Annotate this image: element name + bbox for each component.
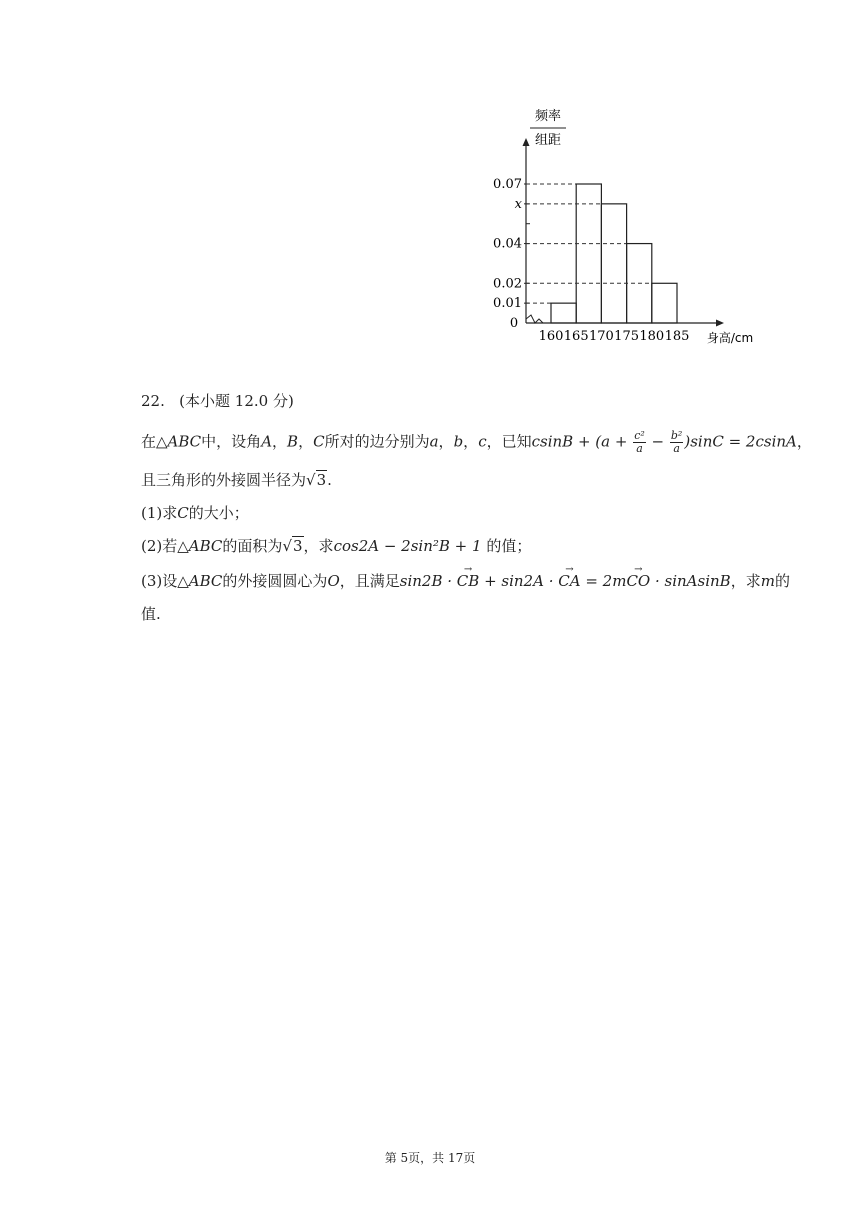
x-tick-label: 185: [664, 329, 690, 344]
stem-sep: ，: [298, 432, 314, 451]
fraction-numerator: c²: [634, 429, 645, 442]
question-part-2: [141, 536, 531, 556]
question-line-2: [141, 470, 332, 490]
stem-sep: ，: [272, 432, 288, 451]
part-text: ，求: [303, 537, 334, 555]
part-var: ABC: [188, 537, 223, 555]
stem-text: ，: [796, 432, 812, 451]
fraction-numerator: b²: [670, 429, 683, 442]
y-tick-label: 0.04: [493, 236, 522, 252]
part-text: (2)若△: [141, 537, 189, 555]
x-tick-label: 175: [614, 329, 640, 344]
x-axis-arrow: [716, 320, 724, 327]
vector: → CA: [558, 571, 580, 591]
stem-var: c: [478, 432, 487, 451]
y-tick-label: x: [514, 196, 522, 212]
part-expression: cos2A − 2sin²B + 1: [333, 537, 482, 555]
question-number: 22.: [141, 392, 165, 410]
stem-text: 在△: [141, 432, 168, 451]
fraction: [633, 430, 646, 455]
stem-triangle: ABC: [167, 432, 202, 451]
histogram-bar: [551, 303, 576, 323]
part-text: (1)求: [141, 504, 178, 522]
y-axis-arrow: [523, 138, 530, 146]
part-text: 的面积为: [222, 537, 283, 555]
x-tick-label: 170: [588, 329, 614, 344]
part-text: 的外接圆圆心为: [222, 572, 328, 590]
equation-part: −: [646, 432, 669, 451]
fraction: [670, 430, 683, 455]
sqrt: √3: [306, 471, 327, 489]
part-text: 的: [774, 572, 790, 590]
stem-text: ，已知: [486, 432, 532, 451]
part-text: 的大小；: [188, 504, 249, 522]
question-points: (本小题 12.0 分): [179, 392, 294, 410]
stem-text: 且三角形的外接圆半径为: [141, 471, 307, 489]
part-expression: + sin2A ·: [479, 572, 559, 590]
question-part-1: [141, 503, 249, 523]
sqrt-radicand: 3: [293, 537, 303, 555]
question-stem: [141, 430, 812, 455]
stem-var: B: [287, 432, 299, 451]
equation-part: )sinC = 2csinA: [684, 432, 797, 451]
stem-text: 所对的边分别为: [324, 432, 430, 451]
y-tick-label: 0.07: [493, 177, 522, 192]
equation-part: csinB + (a +: [531, 432, 633, 451]
vector: → CB: [457, 571, 480, 591]
sqrt: √3: [282, 537, 303, 555]
histogram-bar: [576, 184, 601, 323]
stem-var: C: [313, 432, 325, 451]
x-tick-label: 165: [563, 329, 589, 344]
part-expression: · sinAsinB: [650, 572, 731, 590]
stem-text: .: [327, 471, 332, 489]
part-var: O: [327, 572, 340, 590]
stem-sep: ，: [438, 432, 454, 451]
part-text: (3)设△: [141, 572, 189, 590]
part-text: ，且满足: [339, 572, 400, 590]
histogram-chart: [488, 98, 768, 360]
part-text: ，求: [730, 572, 761, 590]
question-part-3: [141, 571, 790, 591]
stem-sep: ，: [463, 432, 479, 451]
stem-text: 中，设角: [201, 432, 262, 451]
x-axis-label: 身高/cm: [706, 331, 754, 345]
histogram-bar: [601, 204, 626, 323]
y-axis-label-top: 频率: [534, 109, 562, 124]
stem-var: a: [429, 432, 439, 451]
fraction-denominator: a: [636, 442, 643, 455]
page-footer: 第 5页，共 17页: [384, 1151, 476, 1165]
part-text: 的值；: [481, 537, 532, 555]
part-var: m: [760, 572, 775, 590]
question-header: [141, 390, 294, 411]
vector: → CO: [626, 571, 650, 591]
part-text: 值.: [141, 605, 161, 623]
histogram-bar: [652, 283, 677, 323]
origin-label: 0: [509, 316, 519, 331]
part-expression: = 2m: [580, 572, 627, 590]
fraction-denominator: a: [673, 442, 680, 455]
part-var: C: [177, 504, 189, 522]
stem-var: A: [261, 432, 273, 451]
axis-break-icon: [526, 315, 543, 323]
part-expression: sin2B ·: [399, 572, 457, 590]
y-tick-label: 0.02: [493, 276, 522, 292]
sqrt-radicand: 3: [316, 471, 327, 489]
question-part-3-cont: [141, 604, 161, 624]
y-tick-label: 0.01: [493, 296, 522, 312]
part-var: ABC: [188, 572, 223, 590]
x-tick-label: 160: [538, 329, 564, 344]
x-tick-label: 180: [639, 329, 665, 344]
y-axis-label-bottom: 组距: [534, 133, 562, 148]
stem-var: b: [453, 432, 464, 451]
